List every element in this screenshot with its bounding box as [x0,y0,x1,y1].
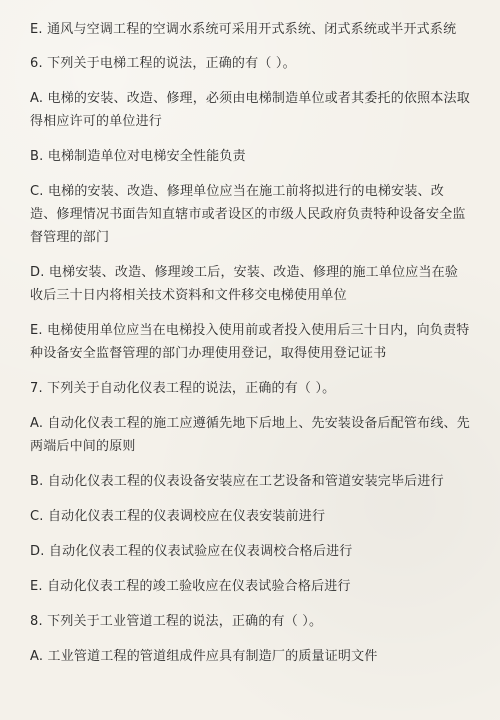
question-7-option-c: C. 自动化仪表工程的仪表调校应在仪表安装前进行 [30,509,326,524]
question-7: 7. 下列关于自动化仪表工程的说法，正确的有（ ）。 [30,381,336,396]
question-6-option-e: E. 电梯使用单位应当在电梯投入使用前或者投入使用后三十日内，向负责特种设备安全监督管理的部门办理使用登记，取得使用登记证书 [30,323,470,361]
question-7-option-d: D. 自动化仪表工程的仪表试验应在仪表调校合格后进行 [30,544,353,559]
question-8-option-a: A. 工业管道工程的管道组成件应具有制造厂的质量证明文件 [30,649,378,664]
question-7-option-a: A. 自动化仪表工程的施工应遵循先地下后地上、先安装设备后配管布线、先两端后中间的原则 [30,416,470,454]
option-e-hvac: E. 通风与空调工程的空调水系统可采用开式系统、闭式系统或半开式系统 [30,22,457,37]
question-6-option-d: D. 电梯安装、改造、修理竣工后，安装、改造、修理的施工单位应当在验收后三十日内将相关技术资料和文件移交电梯使用单位 [30,265,459,303]
question-8: 8. 下列关于工业管道工程的说法，正确的有（ ）。 [30,614,323,629]
question-6: 6. 下列关于电梯工程的说法，正确的有（ ）。 [30,56,296,71]
question-7-option-b: B. 自动化仪表工程的仪表设备安装应在工艺设备和管道安装完毕后进行 [30,474,444,489]
question-6-option-b: B. 电梯制造单位对电梯安全性能负责 [30,149,246,164]
question-6-option-a: A. 电梯的安装、改造、修理，必须由电梯制造单位或者其委托的依照本法取得相应许可的单位进行 [30,91,470,129]
question-6-option-c: C. 电梯的安装、改造、修理单位应当在施工前将拟进行的电梯安装、改造、修理情况书面告知直辖市或者设区的市级人民政府负责特种设备安全监督管理的部门 [30,184,466,245]
question-7-option-e: E. 自动化仪表工程的竣工验收应在仪表试验合格后进行 [30,579,351,594]
